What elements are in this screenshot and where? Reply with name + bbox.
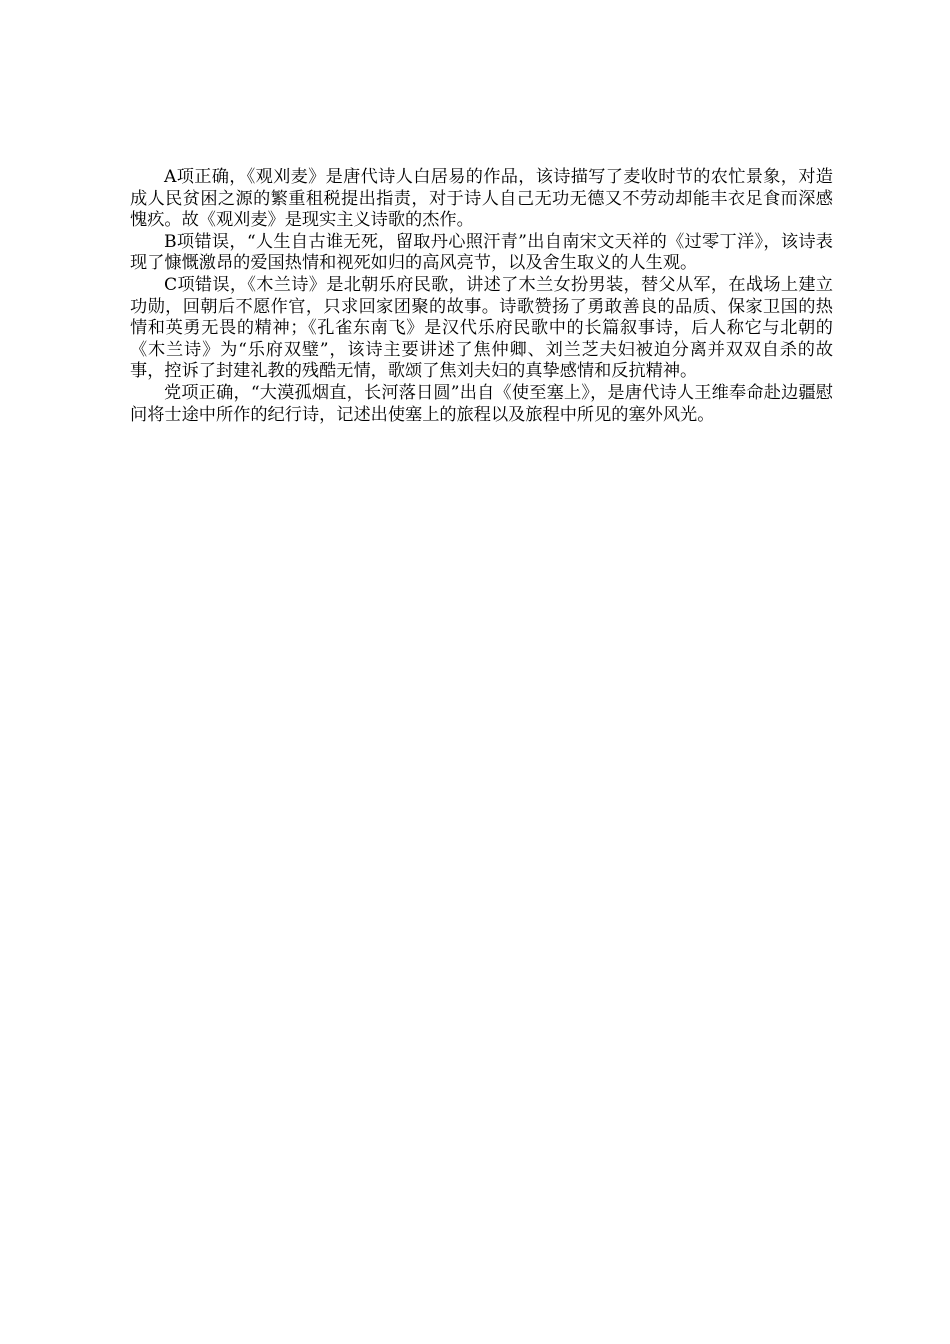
paragraph-option-d: 党项正确，“大漠孤烟直，长河落日圆”出自《使至塞上》，是唐代诗人王维奉命赴边疆慰问将士途中所作的纪行诗，记述出使塞上的旅程以及旅程中所见的塞外风光。 xyxy=(130,382,833,425)
paragraph-option-c: C项错误，《木兰诗》是北朝乐府民歌，讲述了木兰女扮男装，替父从军，在战场上建立功勋，回朝后不愿作官，只求回家团聚的故事。诗歌赞扬了勇敢善良的品质、保家卫国的热情和英勇无畏的精神；《孔雀东南飞》是汉代乐府民歌中的长篇叙事诗，后人称它与北朝的《木兰诗》为“乐府双璧”，该诗主要讲述了焦仲卿、刘兰芝夫妇被迫分离并双双自杀的故事，控诉了封建礼教的残酷无情，歌颂了焦刘夫妇的真挚感情和反抗精神。 xyxy=(130,274,833,382)
paragraph-option-a: A项正确，《观刈麦》是唐代诗人白居易的作品，该诗描写了麦收时节的农忙景象，对造成人民贫困之源的繁重租税提出指责，对于诗人自己无功无德又不劳动却能丰衣足食而深感愧疚。故《观刈麦》是现实主义诗歌的杰作。 xyxy=(130,167,833,231)
paragraph-option-b: B项错误，“人生自古谁无死，留取丹心照汗青”出自南宋文天祥的《过零丁洋》，该诗表现了慷慨激昂的爱国热情和视死如归的高风亮节，以及舍生取义的人生观。 xyxy=(130,231,833,274)
document-body xyxy=(130,167,833,426)
